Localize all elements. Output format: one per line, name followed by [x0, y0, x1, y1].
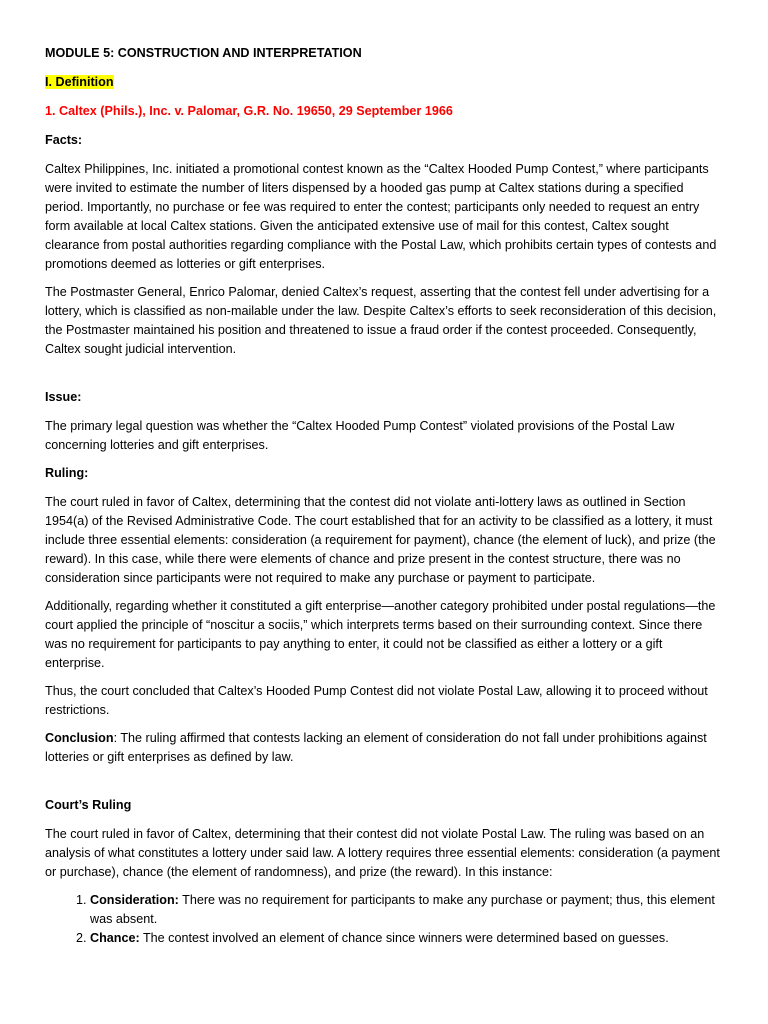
spacer — [45, 776, 725, 796]
ruling-paragraph-1: The court ruled in favor of Caltex, determining that the contest did not violate anti-lottery laws as outlined in Section 1954(a) of the Revised Administrative Code. The court established that for an activity to be classified as a lottery, it must include three essential elements: consideration (a requirement for payment), chance (the element of luck), and prize (the reward). In this case, while there were elements of chance and prize present in the contest structure, there was no consideration since participants were not required to make any purchase or payment to participate. — [45, 495, 716, 585]
spacer — [45, 368, 725, 388]
conclusion-paragraph — [45, 729, 725, 767]
list-item-text: There was no requirement for participants to make any purchase or payment; thus, this element was absent. — [90, 893, 715, 926]
module-title: MODULE 5: CONSTRUCTION AND INTERPRETATION — [45, 46, 362, 60]
list-item — [90, 891, 725, 929]
list-item-text: The contest involved an element of chance since winners were determined based on guesses. — [139, 931, 669, 945]
section-title — [45, 73, 725, 92]
issue-text: The primary legal question was whether the “Caltex Hooded Pump Contest” violated provisions of the Postal Law concerning lotteries and gift enterprises. — [45, 419, 675, 452]
document-page — [45, 44, 725, 948]
facts-paragraph-2: The Postmaster General, Enrico Palomar, denied Caltex’s request, asserting that the contest fell under advertising for a lottery, which is classified as non-mailable under the law. Despite Caltex’s efforts to seek reconsideration of this decision, the Postmaster maintained his position and threatened to issue a fraud order if the contest proceeded. Consequently, Caltex sought judicial intervention. — [45, 285, 717, 356]
list-item-term: Chance: — [90, 931, 140, 945]
case-title: 1. Caltex (Phils.), Inc. v. Palomar, G.R. No. 19650, 29 September 1966 — [45, 104, 453, 118]
facts-label: Facts: — [45, 133, 83, 147]
courts-ruling-label: Court’s Ruling — [45, 798, 132, 812]
facts-paragraph-1: Caltex Philippines, Inc. initiated a promotional contest known as the “Caltex Hooded Pump Contest,” where participants were invited to estimate the number of liters dispensed by a hooded gas pump at Caltex stations during a specified period. Importantly, no purchase or fee was required to enter the contest; participants only needed to request an entry form available at local Caltex stations. Given the anticipated extensive use of mail for this contest, Caltex sought clearance from postal authorities regarding compliance with the Postal Law, which prohibits certain types of contests and promotions deemed as lotteries or gift enterprises. — [45, 162, 717, 271]
conclusion-text: : The ruling affirmed that contests lacking an element of consideration do not fall under prohibitions against lotteries or gift enterprises as defined by law. — [45, 731, 707, 764]
section-title-highlight: I. Definition — [45, 75, 114, 89]
ruling-paragraph-2: Additionally, regarding whether it constituted a gift enterprise—another category prohibited under postal regulations—the court applied the principle of “noscitur a sociis,” which interprets terms based on their surrounding context. Since there was no requirement for participants to pay anything to enter, it could not be classified as either a lottery or a gift enterprise. — [45, 599, 716, 670]
ruling-paragraph-3: Thus, the court concluded that Caltex’s Hooded Pump Contest did not violate Postal Law, allowing it to proceed without restrictions. — [45, 684, 708, 717]
elements-list — [45, 891, 725, 948]
courts-ruling-text: The court ruled in favor of Caltex, determining that their contest did not violate Postal Law. The ruling was based on an analysis of what constitutes a lottery under said law. A lottery requires three essential elements: consideration (a payment or purchase), chance (the element of randomness), and prize (the reward). In this instance: — [45, 827, 720, 879]
list-item — [90, 929, 725, 948]
ruling-label: Ruling: — [45, 466, 89, 480]
list-item-term: Consideration: — [90, 893, 179, 907]
issue-label: Issue: — [45, 390, 82, 404]
conclusion-label: Conclusion — [45, 731, 114, 745]
